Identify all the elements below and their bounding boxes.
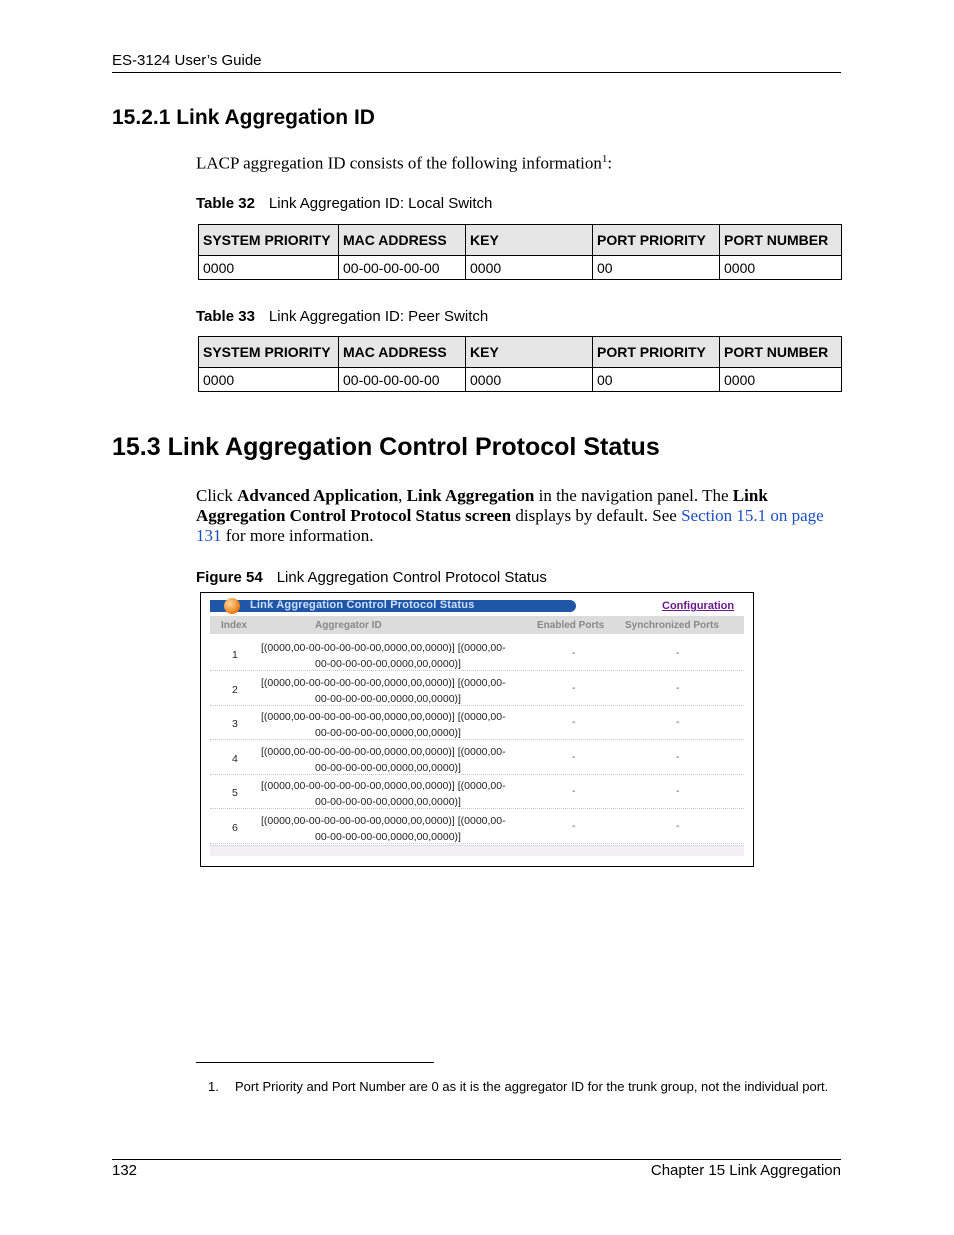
aggregator-id-line: [(0000,00-00-00-00-00-00,0000,00,0000)] [(0000,00- xyxy=(261,745,506,758)
table-header-cell: PORT PRIORITY xyxy=(593,337,720,368)
aggregator-id-line: 00-00-00-00-00,0000,00,0000)] xyxy=(315,761,461,774)
table-header-cell: MAC ADDRESS xyxy=(339,225,466,256)
table-cell: 0000 xyxy=(466,256,593,280)
table-row xyxy=(199,368,842,392)
table-cell: 00 xyxy=(593,256,720,280)
aggregator-id-cell xyxy=(261,778,506,810)
figure54-title: Link Aggregation Control Protocol Status xyxy=(276,569,547,586)
footnote-ref: 1 xyxy=(601,153,608,165)
aggregator-id-cell xyxy=(261,813,506,845)
table-header-cell: MAC ADDRESS xyxy=(339,337,466,368)
intro-paragraph xyxy=(196,153,612,174)
text-span: in the navigation panel. The xyxy=(534,486,733,505)
panel-title: Link Aggregation Control Protocol Status xyxy=(250,599,475,611)
table32-title: Link Aggregation ID: Local Switch xyxy=(268,195,493,212)
table33 xyxy=(198,336,842,392)
aggregator-id-line: [(0000,00-00-00-00-00-00,0000,00,0000)] [(0000,00- xyxy=(261,711,506,723)
table-header-cell: PORT NUMBER xyxy=(720,225,842,256)
figure54-caption xyxy=(196,569,547,586)
configuration-link[interactable]: Configuration xyxy=(662,600,735,612)
table-cell: 0000 xyxy=(199,256,339,280)
column-header-synchronized-ports: Synchronized Ports xyxy=(625,620,719,631)
table-cell: 0000 xyxy=(720,368,842,392)
aggregator-id-line: 00-00-00-00-00,0000,00,0000)] xyxy=(315,796,461,808)
text-span: displays by default. See xyxy=(511,506,682,525)
table-row xyxy=(210,672,744,706)
running-header: ES-3124 User’s Guide xyxy=(112,52,262,69)
figure54-screenshot xyxy=(200,592,754,867)
table-row xyxy=(210,810,744,844)
table-row xyxy=(210,706,744,740)
panel-titlebar xyxy=(210,600,576,612)
enabled-ports-value: - xyxy=(572,647,576,659)
enabled-ports-value: - xyxy=(572,681,576,694)
section-heading-15-3: 15.3 Link Aggregation Control Protocol Status xyxy=(112,433,660,461)
table-header-cell: SYSTEM PRIORITY xyxy=(199,337,339,368)
table-cell: 00-00-00-00-00 xyxy=(339,368,466,392)
table32 xyxy=(198,224,842,280)
table-cell: 0000 xyxy=(466,368,593,392)
row-index: 5 xyxy=(232,787,238,799)
table-cell: 00 xyxy=(593,368,720,392)
chapter-title: Chapter 15 Link Aggregation xyxy=(650,1162,841,1179)
column-header-enabled-ports: Enabled Ports xyxy=(537,620,605,631)
table32-label: Table 32 xyxy=(196,195,255,212)
footnote-number: 1. xyxy=(208,1079,219,1094)
row-index: 2 xyxy=(232,683,238,696)
table-header-cell: PORT PRIORITY xyxy=(593,225,720,256)
column-header-index: Index xyxy=(221,620,248,631)
synchronized-ports-value: - xyxy=(676,716,680,728)
panel-bottom-bar xyxy=(210,845,744,856)
aggregator-id-line: [(0000,00-00-00-00-00-00,0000,00,0000)] [(0000,00- xyxy=(261,676,506,689)
table-header-row xyxy=(199,225,842,256)
table-row xyxy=(199,256,842,280)
enabled-ports-value: - xyxy=(572,785,576,797)
table-header-cell: PORT NUMBER xyxy=(720,337,842,368)
aggregator-id-line: [(0000,00-00-00-00-00-00,0000,00,0000)] [(0000,00- xyxy=(261,642,506,654)
text-span: for more information. xyxy=(221,526,374,545)
table33-title: Link Aggregation ID: Peer Switch xyxy=(268,308,489,325)
row-index: 6 xyxy=(232,821,238,834)
aggregator-id-cell xyxy=(261,640,506,672)
footnote-rule xyxy=(196,1062,434,1063)
bold-term: Advanced Application xyxy=(237,486,399,505)
aggregator-id-line: 00-00-00-00-00,0000,00,0000)] xyxy=(315,727,461,739)
aggregator-id-line: 00-00-00-00-00,0000,00,0000)] xyxy=(315,658,461,670)
aggregator-id-cell xyxy=(261,709,506,741)
text-span: , xyxy=(398,486,407,505)
table-header-cell: SYSTEM PRIORITY xyxy=(199,225,339,256)
table-header-row xyxy=(199,337,842,368)
bold-term: Link Aggregation xyxy=(406,486,535,505)
enabled-ports-value: - xyxy=(572,819,576,832)
section-cross-reference-link[interactable]: Section 15.1 on page 131 xyxy=(196,506,824,545)
footnote-text: Port Priority and Port Number are 0 as it is the aggregator ID for the trunk group, not the individual port. xyxy=(235,1079,829,1094)
synchronized-ports-value: - xyxy=(676,819,680,832)
aggregator-id-line: [(0000,00-00-00-00-00-00,0000,00,0000)] [(0000,00- xyxy=(261,814,506,827)
table33-label: Table 33 xyxy=(196,308,255,325)
enabled-ports-value: - xyxy=(572,716,576,728)
enabled-ports-value: - xyxy=(572,750,576,763)
status-table-header xyxy=(210,616,744,634)
synchronized-ports-value: - xyxy=(676,785,680,797)
aggregator-id-line: [(0000,00-00-00-00-00-00,0000,00,0000)] [(0000,00- xyxy=(261,780,506,792)
footer-rule xyxy=(112,1159,841,1160)
aggregator-id-line: 00-00-00-00-00,0000,00,0000)] xyxy=(315,830,461,843)
table-row xyxy=(210,741,744,775)
body-paragraph xyxy=(196,486,846,546)
text-span: Click xyxy=(196,486,238,505)
table-row xyxy=(210,775,744,809)
row-index: 3 xyxy=(232,718,238,730)
row-index: 1 xyxy=(232,649,238,661)
intro-text: LACP aggregation ID consists of the following information xyxy=(196,153,602,173)
synchronized-ports-value: - xyxy=(676,681,680,694)
table-cell: 0000 xyxy=(720,256,842,280)
table33-caption xyxy=(196,308,488,325)
header-rule xyxy=(112,72,841,73)
table-header-cell: KEY xyxy=(466,337,593,368)
figure54-label: Figure 54 xyxy=(196,569,263,586)
aggregator-id-cell xyxy=(261,744,506,776)
section-heading-15-2-1: 15.2.1 Link Aggregation ID xyxy=(112,106,375,129)
table32-caption xyxy=(196,195,492,212)
bold-term: Link Aggregation Control Protocol Status screen xyxy=(196,486,768,525)
table-cell: 00-00-00-00-00 xyxy=(339,256,466,280)
table-row xyxy=(210,637,744,671)
intro-end: : xyxy=(607,153,613,173)
page-number: 132 xyxy=(112,1162,138,1179)
row-index: 4 xyxy=(232,752,238,765)
synchronized-ports-value: - xyxy=(676,750,680,763)
aggregator-id-line: 00-00-00-00-00,0000,00,0000)] xyxy=(315,692,461,705)
column-header-aggregator-id: Aggregator ID xyxy=(315,620,382,631)
orange-ball-icon xyxy=(224,598,240,614)
table-header-cell: KEY xyxy=(466,225,593,256)
aggregator-id-cell xyxy=(261,675,506,707)
table-cell: 0000 xyxy=(199,368,339,392)
synchronized-ports-value: - xyxy=(676,647,680,659)
